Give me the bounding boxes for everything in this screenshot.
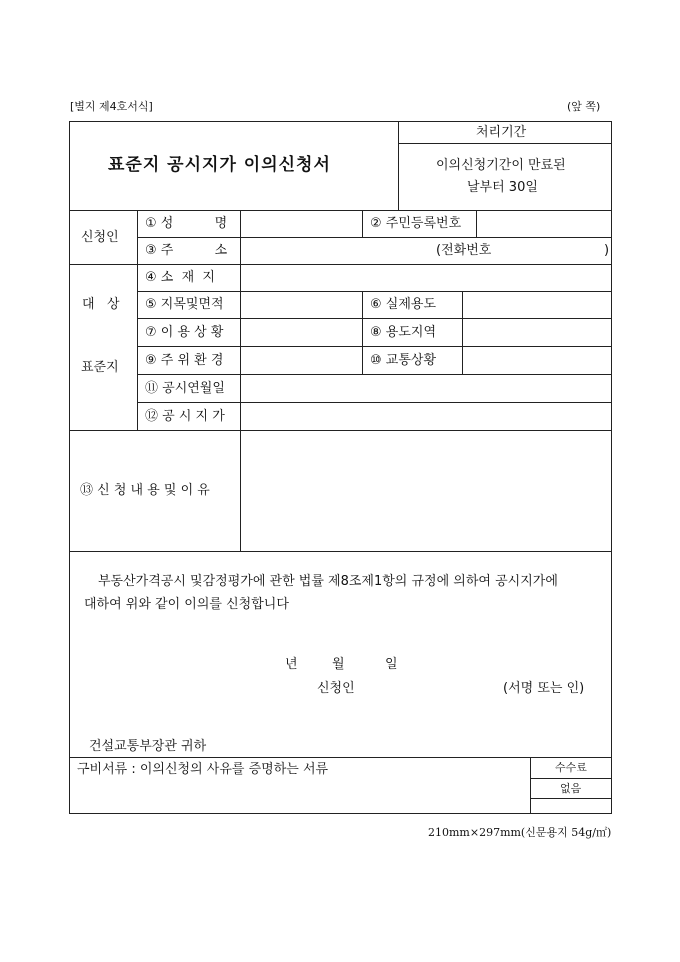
processing-period-label: 처리기간 — [476, 125, 527, 140]
col-line — [362, 291, 363, 374]
processing-period-line1: 이의신청기간이 만료된 — [436, 158, 566, 173]
processing-period-line2: 날부터 30일 — [467, 180, 538, 195]
request-content-field[interactable] — [241, 431, 611, 550]
announce-date-field[interactable] — [241, 375, 611, 401]
announce-date-label: ⑪ 공시연월일 — [145, 381, 225, 396]
col-line — [362, 210, 363, 237]
paper-spec: 210mm×297mm(신문용지 54g/㎡) — [428, 826, 612, 839]
land-price-field[interactable] — [241, 403, 611, 429]
traffic-field[interactable] — [463, 347, 611, 373]
applicant-section-label: 신청인 — [81, 230, 119, 245]
use-status-field[interactable] — [241, 319, 361, 345]
row-line — [69, 551, 612, 552]
lot-area-field[interactable] — [241, 292, 361, 317]
fee-divider — [530, 798, 612, 799]
phone-label: (전화번호 — [436, 243, 492, 258]
zoning-label: ⑧ 용도지역 — [370, 325, 437, 340]
name-field[interactable] — [241, 211, 361, 236]
actual-use-label: ⑥ 실제용도 — [370, 297, 437, 312]
zoning-field[interactable] — [463, 319, 611, 345]
address-label: ③ 주 소 — [145, 243, 228, 258]
address-field[interactable] — [241, 238, 611, 263]
fee-label: 수수료 — [555, 761, 587, 774]
surroundings-field[interactable] — [241, 347, 361, 373]
lot-area-label: ⑤ 지목및면적 — [145, 297, 224, 312]
signature-field[interactable] — [372, 676, 497, 698]
location-label: ④ 소 재 지 — [145, 270, 215, 285]
location-field[interactable] — [241, 265, 611, 290]
target-section-label-2: 표준지 — [81, 360, 119, 375]
required-documents: 구비서류 : 이의신청의 사유를 증명하는 서류 — [77, 762, 329, 777]
surroundings-label: ⑨ 주 위 환 경 — [145, 353, 224, 368]
traffic-label: ⑩ 교통상황 — [370, 353, 437, 368]
target-section-label-1: 대 상 — [82, 297, 120, 312]
addressee: 건설교통부장관 귀하 — [89, 739, 207, 754]
use-status-label: ⑦ 이 용 상 황 — [145, 325, 224, 340]
month-label: 월 — [332, 657, 345, 672]
fee-column-line — [530, 757, 531, 814]
signer-label: 신청인 — [317, 681, 355, 696]
fee-divider — [530, 778, 612, 779]
page-side-label: (앞 쪽) — [567, 100, 601, 113]
title-divider — [398, 121, 399, 210]
request-content-label: ⑬ 신 청 내 용 및 이 유 — [80, 483, 210, 498]
form-number-label: [별지 제4호서식] — [70, 100, 153, 113]
declaration-line2: 대하여 위와 같이 이의를 신청합니다 — [84, 597, 289, 612]
day-label: 일 — [385, 657, 398, 672]
year-label: 년 — [285, 657, 298, 672]
resident-number-field[interactable] — [477, 211, 611, 236]
declaration-line1: 부동산가격공시 및감정평가에 관한 법률 제8조제1항의 규정에 의하여 공시지가에 — [98, 574, 558, 589]
period-divider — [398, 143, 612, 144]
form-title: 표준지 공시지가 이의신청서 — [108, 155, 331, 175]
land-price-label: ⑫ 공 시 지 가 — [145, 409, 225, 424]
signature-label: (서명 또는 인) — [503, 681, 585, 696]
name-label: ① 성 명 — [145, 216, 228, 231]
fee-value: 없음 — [560, 782, 582, 795]
actual-use-field[interactable] — [463, 292, 611, 317]
phone-close-paren: ) — [604, 243, 610, 258]
resident-number-label: ② 주민등록번호 — [370, 216, 462, 231]
label-column-line — [137, 210, 138, 430]
